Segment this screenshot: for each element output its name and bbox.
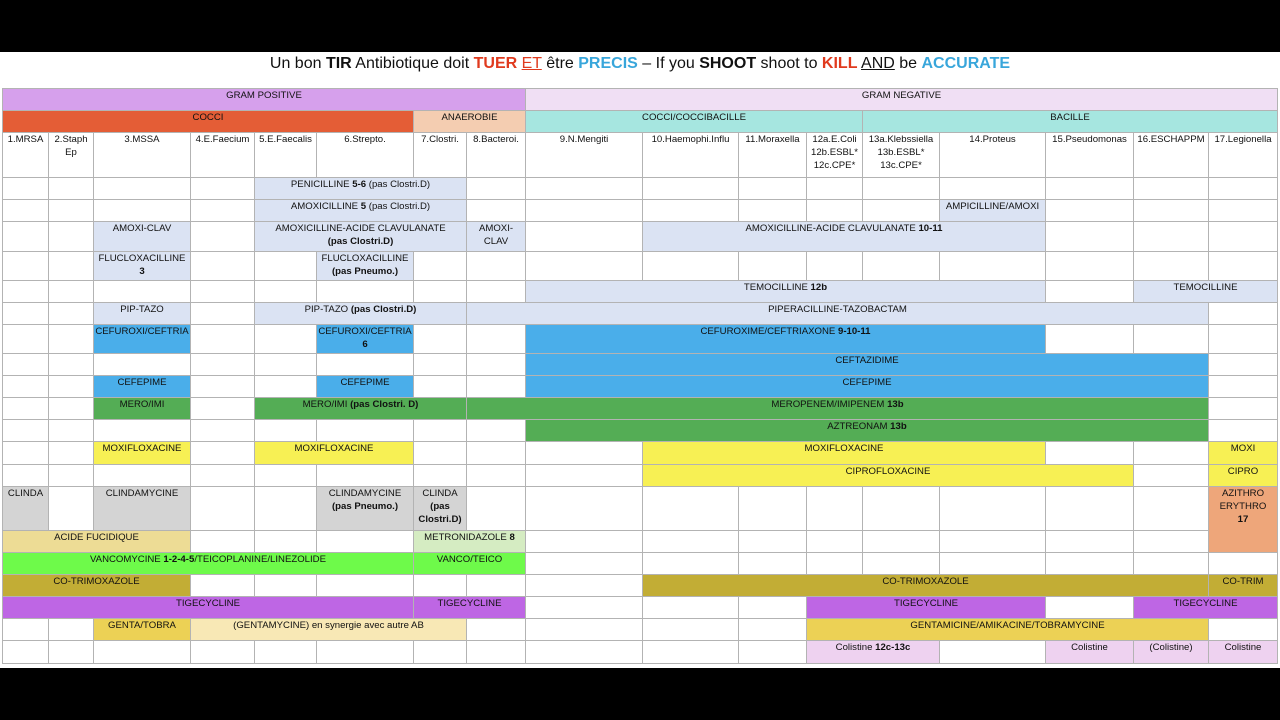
empty-cell xyxy=(467,442,526,465)
pip-tazo-gp-cell: PIP-TAZO (pas Clostri.D) xyxy=(255,303,467,325)
clindamycine-strepto-cell: CLINDAMYCINE (pas Pneumo.) xyxy=(317,487,414,531)
empty-cell xyxy=(1046,178,1134,200)
empty-cell xyxy=(414,354,467,376)
cefuroxime-ceftriaxone-cell: CEFUROXIME/CEFTRIAXONE 9-10-11 xyxy=(526,325,1046,354)
empty-cell xyxy=(191,487,255,531)
cocci-header: COCCI xyxy=(3,111,414,133)
penicilline-cell: PENICILLINE 5-6 (pas Clostri.D) xyxy=(255,178,467,200)
empty-cell xyxy=(1134,325,1209,354)
empty-cell xyxy=(1209,222,1278,252)
empty-cell xyxy=(1209,252,1278,281)
empty-cell xyxy=(526,597,643,619)
column-header: 10.Haemophi.Influ xyxy=(643,133,739,178)
empty-cell xyxy=(49,178,94,200)
empty-cell xyxy=(467,487,526,531)
empty-cell xyxy=(467,420,526,442)
column-header: 8.Bacteroi. xyxy=(467,133,526,178)
column-header: 14.Proteus xyxy=(940,133,1046,178)
empty-cell xyxy=(317,531,414,553)
slide xyxy=(0,52,1280,668)
empty-cell xyxy=(807,252,863,281)
empty-cell xyxy=(3,303,49,325)
empty-cell xyxy=(1046,553,1134,575)
empty-cell xyxy=(414,575,467,597)
ampicilline-amoxi-cell: AMPICILLINE/AMOXI xyxy=(940,200,1046,222)
flucloxacilline-strepto-cell: FLUCLOXACILLINE (pas Pneumo.) xyxy=(317,252,414,281)
empty-cell xyxy=(317,420,414,442)
empty-cell xyxy=(191,641,255,664)
empty-cell xyxy=(3,442,49,465)
empty-cell xyxy=(3,465,49,487)
empty-cell xyxy=(1046,487,1134,531)
empty-cell xyxy=(643,200,739,222)
tigecycline-anaerobe-cell: TIGECYCLINE xyxy=(414,597,526,619)
empty-cell xyxy=(739,619,807,641)
empty-cell xyxy=(191,222,255,252)
empty-cell xyxy=(191,325,255,354)
empty-cell xyxy=(807,553,863,575)
cefepime-strepto-cell: CEFEPIME xyxy=(317,376,414,398)
empty-cell xyxy=(739,252,807,281)
empty-cell xyxy=(3,420,49,442)
amoxicilline-clavulanate-gp-cell: AMOXICILLINE-ACIDE CLAVULANATE (pas Clostri.D) xyxy=(255,222,467,252)
empty-cell xyxy=(3,178,49,200)
empty-cell xyxy=(255,252,317,281)
empty-cell xyxy=(414,420,467,442)
colistine-cell: Colistine 12c-13c xyxy=(807,641,940,664)
amoxi-clav-cell: AMOXI-CLAV xyxy=(94,222,191,252)
empty-cell xyxy=(49,303,94,325)
tigecycline-gn-cell: TIGECYCLINE xyxy=(807,597,1046,619)
empty-cell xyxy=(643,619,739,641)
mero-imi-gp-cell: MERO/IMI (pas Clostri. D) xyxy=(255,398,467,420)
clinda-clostri-cell: CLINDA (pas Clostri.D) xyxy=(414,487,467,531)
empty-cell xyxy=(1134,531,1209,553)
empty-cell xyxy=(526,178,643,200)
flucloxacilline-cell: FLUCLOXACILLINE 3 xyxy=(94,252,191,281)
colistine-pseudomonas-cell: Colistine xyxy=(1046,641,1134,664)
empty-cell xyxy=(526,465,643,487)
empty-cell xyxy=(526,200,643,222)
empty-cell xyxy=(467,354,526,376)
empty-cell xyxy=(643,597,739,619)
empty-cell xyxy=(49,325,94,354)
temocilline-cell: TEMOCILLINE 12b xyxy=(526,281,1046,303)
empty-cell xyxy=(526,487,643,531)
empty-cell xyxy=(467,619,526,641)
empty-cell xyxy=(526,553,643,575)
bacille-header: BACILLE xyxy=(863,111,1278,133)
slide-title: Un bon TIR Antibiotique doit TUER ET être PRECIS – If you SHOOT shoot to KILL AND be ACCURATE xyxy=(269,55,1011,72)
amoxi-clav-anaerobe-cell: AMOXI-CLAV xyxy=(467,222,526,252)
empty-cell xyxy=(3,252,49,281)
empty-cell xyxy=(191,531,255,553)
empty-cell xyxy=(1209,303,1278,325)
empty-cell xyxy=(940,553,1046,575)
empty-cell xyxy=(467,376,526,398)
moxifloxacine-cell: MOXIFLOXACINE xyxy=(94,442,191,465)
empty-cell xyxy=(94,281,191,303)
empty-cell xyxy=(255,281,317,303)
moxifloxacine-gp-cell: MOXIFLOXACINE xyxy=(255,442,414,465)
empty-cell xyxy=(49,420,94,442)
empty-cell xyxy=(1209,420,1278,442)
empty-cell xyxy=(255,465,317,487)
empty-cell xyxy=(526,641,643,664)
empty-cell xyxy=(3,325,49,354)
azithro-erythro-cell: AZITHRO ERYTHRO 17 xyxy=(1209,487,1278,553)
empty-cell xyxy=(94,465,191,487)
empty-cell xyxy=(3,376,49,398)
empty-cell xyxy=(94,178,191,200)
cefepime-cell: CEFEPIME xyxy=(94,376,191,398)
empty-cell xyxy=(807,200,863,222)
column-header: 4.E.Faecium xyxy=(191,133,255,178)
empty-cell xyxy=(526,222,643,252)
empty-cell xyxy=(1134,487,1209,531)
empty-cell xyxy=(643,487,739,531)
empty-cell xyxy=(1046,252,1134,281)
empty-cell xyxy=(49,442,94,465)
empty-cell xyxy=(643,252,739,281)
empty-cell xyxy=(49,252,94,281)
column-header: 9.N.Mengiti xyxy=(526,133,643,178)
anaerobie-header: ANAEROBIE xyxy=(414,111,526,133)
empty-cell xyxy=(317,354,414,376)
column-header: 3.MSSA xyxy=(94,133,191,178)
empty-cell xyxy=(49,398,94,420)
empty-cell xyxy=(3,222,49,252)
empty-cell xyxy=(863,553,940,575)
empty-cell xyxy=(3,200,49,222)
empty-cell xyxy=(414,281,467,303)
empty-cell xyxy=(1046,325,1134,354)
empty-cell xyxy=(863,178,940,200)
empty-cell xyxy=(467,465,526,487)
empty-cell xyxy=(3,641,49,664)
co-trimoxazole-gn-cell: CO-TRIMOXAZOLE xyxy=(643,575,1209,597)
empty-cell xyxy=(863,200,940,222)
empty-cell xyxy=(3,281,49,303)
acide-fucidique-cell: ACIDE FUCIDIQUE xyxy=(3,531,191,553)
gentamicine-amikacine-tobramycine-cell: GENTAMICINE/AMIKACINE/TOBRAMYCINE xyxy=(807,619,1209,641)
empty-cell xyxy=(255,575,317,597)
tigecycline-gp-cell: TIGECYCLINE xyxy=(3,597,414,619)
empty-cell xyxy=(49,222,94,252)
empty-cell xyxy=(414,252,467,281)
empty-cell xyxy=(1134,465,1209,487)
column-header: 13a.Klebssiella 13b.ESBL* 13c.CPE* xyxy=(863,133,940,178)
empty-cell xyxy=(3,619,49,641)
genta-tobra-cell: GENTA/TOBRA xyxy=(94,619,191,641)
empty-cell xyxy=(49,376,94,398)
meropenem-imipenem-cell: MEROPENEM/IMIPENEM 13b xyxy=(467,398,1209,420)
empty-cell xyxy=(739,200,807,222)
empty-cell xyxy=(739,531,807,553)
empty-cell xyxy=(191,252,255,281)
empty-cell xyxy=(467,178,526,200)
empty-cell xyxy=(1134,252,1209,281)
empty-cell xyxy=(1046,442,1134,465)
empty-cell xyxy=(255,531,317,553)
empty-cell xyxy=(526,575,643,597)
empty-cell xyxy=(317,641,414,664)
empty-cell xyxy=(526,531,643,553)
amoxicilline-cell: AMOXICILLINE 5 (pas Clostri.D) xyxy=(255,200,467,222)
column-header: 2.Staph Ep xyxy=(49,133,94,178)
empty-cell xyxy=(467,325,526,354)
column-header: 5.E.Faecalis xyxy=(255,133,317,178)
co-trim-legionella-cell: CO-TRIM xyxy=(1209,575,1278,597)
empty-cell xyxy=(1134,442,1209,465)
amoxicilline-clavulanate-gn-cell: AMOXICILLINE-ACIDE CLAVULANATE 10-11 xyxy=(643,222,1046,252)
ciprofloxacine-cell: CIPROFLOXACINE xyxy=(643,465,1134,487)
empty-cell xyxy=(94,354,191,376)
empty-cell xyxy=(739,487,807,531)
empty-cell xyxy=(414,376,467,398)
empty-cell xyxy=(1134,222,1209,252)
co-trimoxazole-gp-cell: CO-TRIMOXAZOLE xyxy=(3,575,191,597)
empty-cell xyxy=(1046,531,1134,553)
empty-cell xyxy=(191,376,255,398)
empty-cell xyxy=(191,200,255,222)
tigecycline-eschappm-cell: TIGECYCLINE xyxy=(1134,597,1278,619)
empty-cell xyxy=(863,531,940,553)
empty-cell xyxy=(255,354,317,376)
empty-cell xyxy=(94,200,191,222)
empty-cell xyxy=(1134,178,1209,200)
empty-cell xyxy=(414,465,467,487)
empty-cell xyxy=(1209,398,1278,420)
empty-cell xyxy=(255,325,317,354)
vancomycine-cell: VANCOMYCINE 1-2-4-5/TEICOPLANINE/LINEZOLIDE xyxy=(3,553,414,575)
empty-cell xyxy=(1209,619,1278,641)
empty-cell xyxy=(1046,281,1134,303)
empty-cell xyxy=(807,178,863,200)
vanco-teico-cell: VANCO/TEICO xyxy=(414,553,526,575)
empty-cell xyxy=(467,575,526,597)
colistine-eschappm-cell: (Colistine) xyxy=(1134,641,1209,664)
empty-cell xyxy=(49,354,94,376)
empty-cell xyxy=(191,303,255,325)
empty-cell xyxy=(1046,597,1134,619)
empty-cell xyxy=(414,641,467,664)
empty-cell xyxy=(49,200,94,222)
column-header: 11.Moraxella xyxy=(739,133,807,178)
column-header: 1.MRSA xyxy=(3,133,49,178)
empty-cell xyxy=(191,575,255,597)
empty-cell xyxy=(526,442,643,465)
column-header: 17.Legionella xyxy=(1209,133,1278,178)
aztreonam-cell: AZTREONAM 13b xyxy=(526,420,1209,442)
cipro-legionella-cell: CIPRO xyxy=(1209,465,1278,487)
pip-tazo-cell: PIP-TAZO xyxy=(94,303,191,325)
empty-cell xyxy=(317,465,414,487)
empty-cell xyxy=(3,398,49,420)
empty-cell xyxy=(807,487,863,531)
empty-cell xyxy=(467,641,526,664)
empty-cell xyxy=(1209,553,1278,575)
empty-cell xyxy=(191,420,255,442)
empty-cell xyxy=(739,178,807,200)
column-header: 6.Strepto. xyxy=(317,133,414,178)
empty-cell xyxy=(739,553,807,575)
cefepime-gn-cell: CEFEPIME xyxy=(526,376,1209,398)
ceftazidime-cell: CEFTAZIDIME xyxy=(526,354,1209,376)
empty-cell xyxy=(940,531,1046,553)
empty-cell xyxy=(467,200,526,222)
empty-cell xyxy=(526,252,643,281)
empty-cell xyxy=(49,641,94,664)
empty-cell xyxy=(643,641,739,664)
empty-cell xyxy=(1134,200,1209,222)
cefuroxi-ceftria-cell: CEFUROXI/CEFTRIA xyxy=(94,325,191,354)
empty-cell xyxy=(1209,354,1278,376)
empty-cell xyxy=(1046,200,1134,222)
empty-cell xyxy=(49,619,94,641)
column-header: 16.ESCHAPPM xyxy=(1134,133,1209,178)
empty-cell xyxy=(3,354,49,376)
clinda-mrsa-cell: CLINDA xyxy=(3,487,49,531)
gram-negative-header: GRAM NEGATIVE xyxy=(526,89,1278,111)
empty-cell xyxy=(467,281,526,303)
empty-cell xyxy=(49,487,94,531)
empty-cell xyxy=(255,420,317,442)
empty-cell xyxy=(49,465,94,487)
empty-cell xyxy=(94,641,191,664)
gentamycine-synergie-cell: (GENTAMYCINE) en synergie avec autre AB xyxy=(191,619,467,641)
empty-cell xyxy=(255,376,317,398)
empty-cell xyxy=(643,178,739,200)
empty-cell xyxy=(863,252,940,281)
empty-cell xyxy=(863,487,940,531)
empty-cell xyxy=(414,442,467,465)
empty-cell xyxy=(1134,553,1209,575)
empty-cell xyxy=(191,281,255,303)
empty-cell xyxy=(1046,222,1134,252)
empty-cell xyxy=(940,487,1046,531)
empty-cell xyxy=(255,641,317,664)
colistine-legionella-cell: Colistine xyxy=(1209,641,1278,664)
empty-cell xyxy=(49,281,94,303)
column-header: 12a.E.Coli 12b.ESBL* 12c.CPE* xyxy=(807,133,863,178)
empty-cell xyxy=(255,487,317,531)
empty-cell xyxy=(807,531,863,553)
empty-cell xyxy=(414,325,467,354)
moxi-legionella-cell: MOXI xyxy=(1209,442,1278,465)
empty-cell xyxy=(191,178,255,200)
empty-cell xyxy=(191,465,255,487)
empty-cell xyxy=(191,398,255,420)
temocilline-eschappm-cell: TEMOCILLINE xyxy=(1134,281,1278,303)
cefuroxi-ceftria-strepto-cell: CEFUROXI/CEFTRIA 6 xyxy=(317,325,414,354)
empty-cell xyxy=(467,252,526,281)
empty-cell xyxy=(317,281,414,303)
moxifloxacine-gn-cell: MOXIFLOXACINE xyxy=(643,442,1046,465)
empty-cell xyxy=(940,178,1046,200)
column-header: 7.Clostri. xyxy=(414,133,467,178)
empty-cell xyxy=(1209,325,1278,354)
empty-cell xyxy=(191,442,255,465)
gram-positive-header: GRAM POSITIVE xyxy=(3,89,526,111)
empty-cell xyxy=(317,575,414,597)
empty-cell xyxy=(643,553,739,575)
mero-imi-cell: MERO/IMI xyxy=(94,398,191,420)
empty-cell xyxy=(1209,178,1278,200)
empty-cell xyxy=(1209,376,1278,398)
antibiotic-spectrum-table xyxy=(2,88,1278,664)
empty-cell xyxy=(739,597,807,619)
column-header-row xyxy=(3,133,1278,178)
empty-cell xyxy=(94,420,191,442)
metronidazole-cell: METRONIDAZOLE 8 xyxy=(414,531,526,553)
empty-cell xyxy=(940,641,1046,664)
empty-cell xyxy=(739,641,807,664)
empty-cell xyxy=(643,531,739,553)
column-header: 15.Pseudomonas xyxy=(1046,133,1134,178)
piperacilline-tazobactam-cell: PIPERACILLINE-TAZOBACTAM xyxy=(467,303,1209,325)
empty-cell xyxy=(940,252,1046,281)
empty-cell xyxy=(1209,200,1278,222)
cocci-coccibacille-header: COCCI/COCCIBACILLE xyxy=(526,111,863,133)
empty-cell xyxy=(191,354,255,376)
clindamycine-cell: CLINDAMYCINE xyxy=(94,487,191,531)
empty-cell xyxy=(526,619,643,641)
